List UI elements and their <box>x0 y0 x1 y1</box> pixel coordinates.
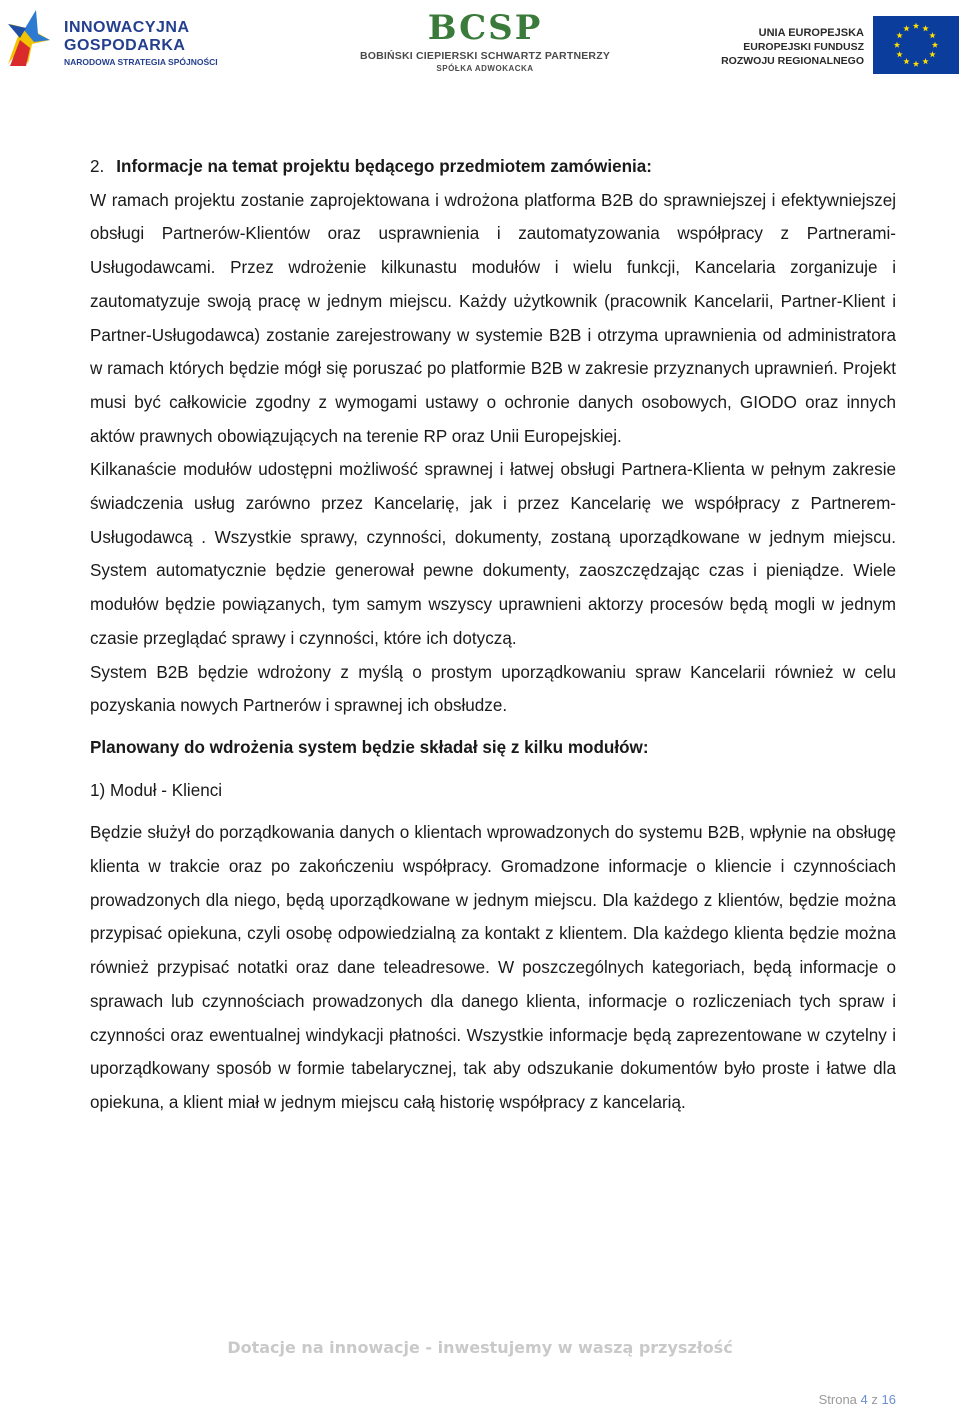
document-body <box>90 150 896 1120</box>
page-separator: z <box>871 1392 878 1407</box>
module1-title: 1) Moduł - Klienci <box>90 780 223 800</box>
modules-heading: Planowany do wdrożenia system będzie składał się z kilku modułów: <box>90 737 649 757</box>
section-heading <box>90 150 896 184</box>
ig-logo-line2: GOSPODARKA <box>64 37 186 54</box>
innowacyjna-gospodarka-logo <box>6 6 216 72</box>
bcsp-logo <box>355 10 615 82</box>
ig-logo-line3: NARODOWA STRATEGIA SPÓJNOŚCI <box>64 57 218 67</box>
ig-logo-line1: INNOWACYJNA <box>64 19 190 36</box>
paragraph-1: W ramach projektu zostanie zaprojektowana i wdrożona platforma B2B do sprawniejszej i efektywniejszej obsługi Partnerów-Klientów oraz usprawnienia i zautomatyzowania współpracy z Partnerami-Usługodawcami. Przez wdrożenie kilkunastu modułów i wielu funkcji, Kancelaria zorganizuje i zautomatyzuje swoją pracę w jednym miejscu. Każdy użytkownik (pracownik Kancelarii, Partner-Klient i Partner-Usługodawca) zostanie zarejestrowany w systemie B2B i otrzyma uprawnienia od administratora w ramach których będzie mógł się poruszać po platformie B2B w zakresie przyznanych uprawnień. Projekt musi być całkowicie zgodny z wymogami ustawy o ochronie danych osobowych, GIODO oraz innych aktów prawnych obowiązujących na terenie RP oraz Unii Europejskiej. <box>90 190 896 446</box>
page-number <box>819 1392 896 1407</box>
eu-flag-icon <box>873 16 959 74</box>
eu-logo-line2: EUROPEJSKI FUNDUSZ <box>743 41 864 53</box>
bcsp-firm-type: SPÓŁKA ADWOKACKA <box>436 64 534 73</box>
page-header <box>0 0 960 90</box>
footer-slogan: Dotacje na innowacje - inwestujemy w waszą przyszłość <box>227 1338 733 1357</box>
bcsp-monogram: BCSP <box>427 8 543 48</box>
paragraph-4: Będzie służył do porządkowania danych o klientach wprowadzonych do systemu B2B, wpłynie na obsługę klienta w trakcie oraz po zakończeniu współpracy. Gromadzone informacje o kliencie i czynnościach prowadzonych dla niego, będą uporządkowane w jednym miejscu. Dla każdego z klientów, będzie można przypisać opiekuna, czyli osobę odpowiedzialną za kontakt z klientem. Dla każdego klienta będzie można również przypisać notatki oraz dane teleadresowe. W poszczególnych kategoriach, będą informacje o sprawach lub czynnościach prowadzonych dla danego klienta, informacje o rozliczeniach tych spraw i czynności oraz ewentualnej windykacji płatności. Wszystkie informacje będą zaprezentowane w czytelny i uporządkowany sposób w formie tabelarycznej, tak aby odszukanie dokumentów było proste i łatwe dla opiekuna, a klient miał w jednym miejscu całą historię współpracy z kancelarią. <box>90 823 896 1112</box>
eu-logo-line1: UNIA EUROPEJSKA <box>758 27 864 39</box>
section-title: Informacje na temat projektu będącego przedmiotem zamówienia: <box>116 157 652 176</box>
paragraph-2: Kilkanaście modułów udostępni możliwość sprawnej i łatwej obsługi Partnera-Klienta w pełnym zakresie świadczenia usług zarówno przez Kancelarię, jak i przez Kancelarię we współpracy z Partnerem-Usługodawcą . Wszystkie sprawy, czynności, dokumenty, zostaną uporządkowane w jednym miejscu. System automatycznie będzie generował pewne dokumenty, zaoszczędzając czas i pieniądze. Wiele modułów będzie powiązanych, tym samym wszyscy uprawnieni aktorzy procesów będą mogli w jednym czasie przeglądać sprawy i czynności, które ich dotyczą. <box>90 460 896 648</box>
page-current: 4 <box>860 1392 868 1407</box>
section-number: 2. <box>90 157 105 176</box>
innowacyjna-gospodarka-star-icon <box>6 6 52 68</box>
page-prefix: Strona <box>818 1392 857 1407</box>
paragraph-3: System B2B będzie wdrożony z myślą o prostym uporządkowaniu spraw Kancelarii również w celu pozyskania nowych Partnerów i sprawnej ich obsłudze. <box>90 662 896 716</box>
bcsp-firm-name: BOBIŃSKI CIEPIERSKI SCHWARTZ PARTNERZY <box>359 50 611 62</box>
eu-logo <box>712 16 960 76</box>
eu-logo-line3: ROZWOJU REGIONALNEGO <box>721 55 864 67</box>
page-total: 16 <box>881 1392 896 1407</box>
